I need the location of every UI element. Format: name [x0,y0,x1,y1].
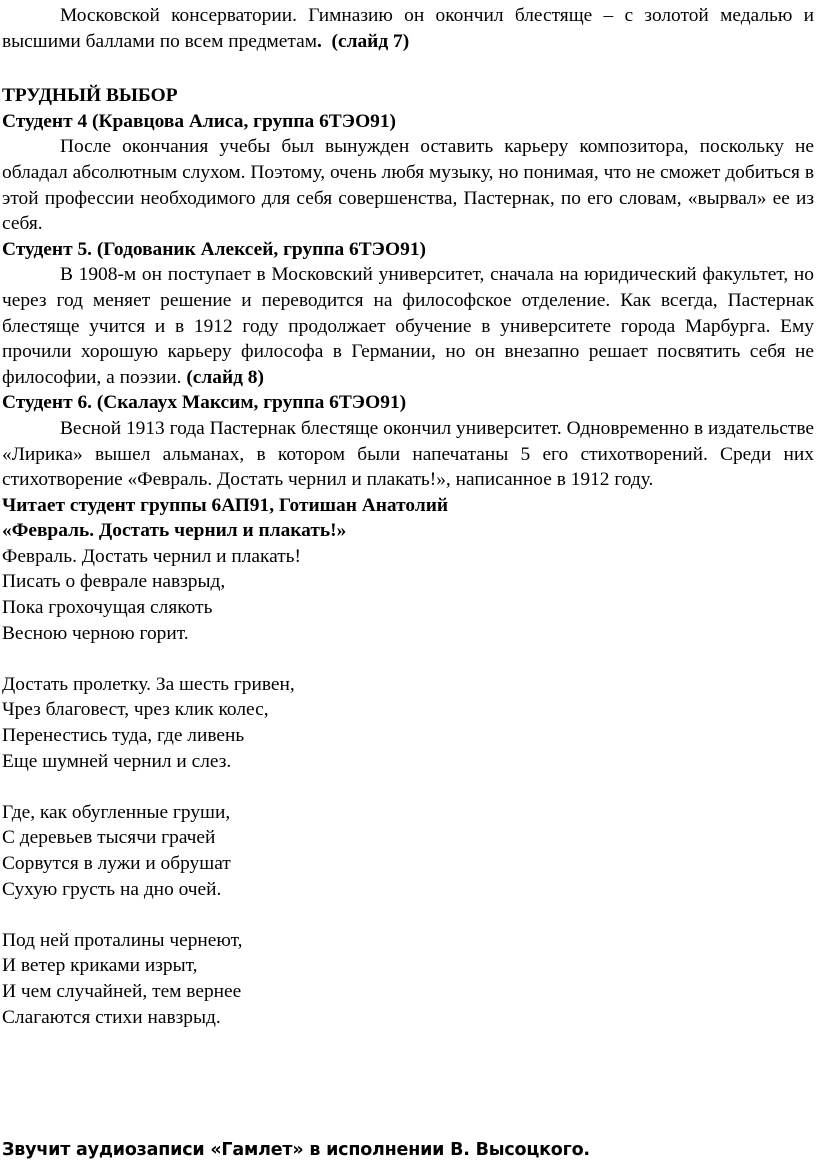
section-heading: ТРУДНЫЙ ВЫБОР [2,85,178,107]
student-4-paragraph: После окончания учебы был вынужден оставить карьеру композитора, поскольку не обладал абсолютным слухом. Поэтому, очень любя музыку, но понимая, что не сможет добиться в этой профессии необходимого для себя совершенства, Пастернак, по его словам, «вырвал» ее из себя. [2,136,814,235]
poem-line: Чрез благовест, чрез клик колес, [2,699,269,721]
poem-line: Под ней проталины чернеют, [2,929,243,951]
student-5-text: В 1908-м он поступает в Московский университет, сначала на юридический факультет, но через год меняет решение и переводится на философское отделение. Как всегда, Пастернак блестяще учится и в 1912 году продолжает обучение в университете города Марбурга. Ему прочили хорошую карьеру философа в Германии, но он внезапно решает посвятить себя не философии, а поэзии. [2,264,814,388]
poem-stanza [2,800,814,902]
poem-line: Еще шумней чернил и слез. [2,750,232,772]
slide-7-reference: (слайд 7) [331,30,410,52]
student-4-heading: Студент 4 (Кравцова Алиса, группа 6ТЭО91) [2,110,397,132]
poem-title: «Февраль. Достать чернил и плакать!» [2,520,347,542]
poem-stanza [2,544,814,646]
poem-line: Слагаются стихи навзрыд. [2,1006,221,1028]
poem-line: Где, как обугленные груши, [2,801,231,823]
poem-line: И ветер криками изрыт, [2,955,198,977]
student-5-paragraph [2,262,814,390]
student-5-heading: Студент 5. (Годованик Алексей, группа 6ТЭО91) [2,238,426,260]
poem-line: С деревьев тысячи грачей [2,827,216,849]
student-6-paragraph: Весной 1913 года Пастернак блестяще окончил университет. Одновременно в издательстве «Лирика» вышел альманах, в котором были напечатаны 5 его стихотворений. Среди них стихотворение «Февраль. Достать чернил и плакать!», написанное в 1912 году. [2,417,814,491]
poem-stanza [2,928,814,1030]
slide-8-reference: (слайд 8) [186,366,264,388]
poem [2,544,814,1030]
intro-dot: . [316,30,322,52]
poem-line: Перенестись туда, где ливень [2,725,245,747]
audio-note: Звучит аудиозаписи «Гамлет» в исполнении В. Высоцкого. [2,1140,590,1160]
poem-line: Достать пролетку. За шесть гривен, [2,673,295,695]
poem-line: Писать о феврале навзрыд, [2,571,226,593]
poem-stanza [2,672,814,774]
intro-text: Московской консерватории. Гимназию он окончил блестяще – с золотой медалью и высшими баллами по всем предметам [2,5,814,52]
reader-heading: Читает студент группы 6АП91, Готишан Анатолий [2,494,449,516]
poem-line: И чем случайней, тем вернее [2,980,242,1002]
poem-line: Весною черною горит. [2,622,189,644]
poem-line: Февраль. Достать чернил и плакать! [2,545,301,567]
intro-paragraph [2,3,814,54]
student-6-heading: Студент 6. (Скалаух Максим, группа 6ТЭО91) [2,392,407,414]
poem-line: Сорвутся в лужи и обрушат [2,853,231,874]
poem-line: Пока грохочущая слякоть [2,597,213,619]
poem-line: Сухую грусть на дно очей. [2,878,222,900]
